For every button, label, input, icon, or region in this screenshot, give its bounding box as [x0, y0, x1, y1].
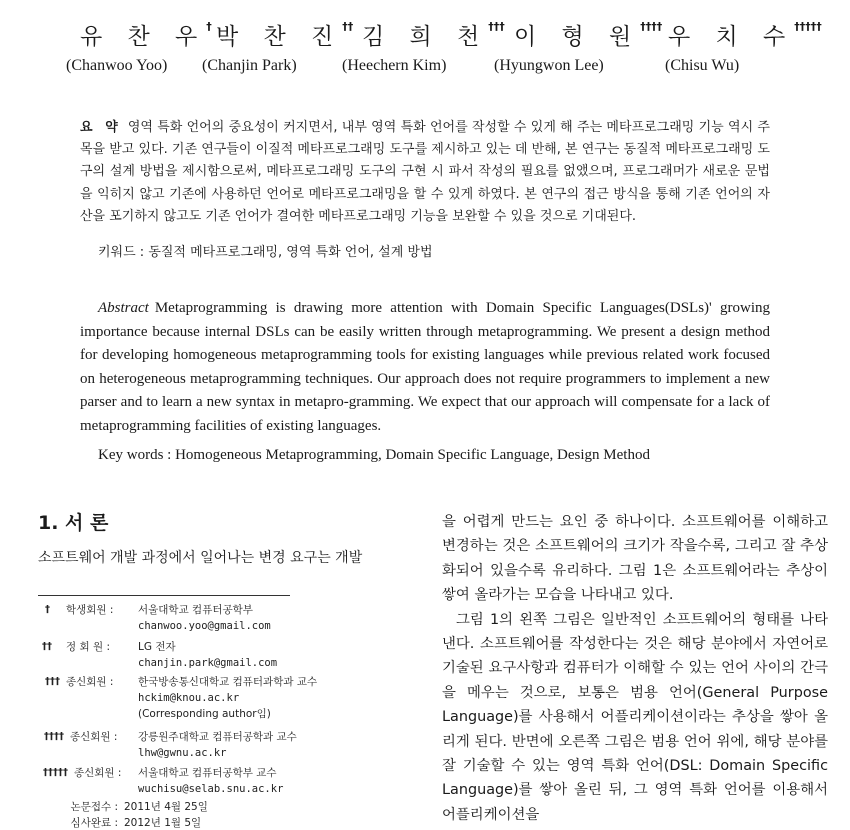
author-1-name-ko: 유 찬 우† — [80, 20, 212, 50]
author-2-name-ko: 박 찬 진†† — [216, 20, 354, 50]
footnote-email: chanjin.park@gmail.com — [138, 657, 278, 669]
footnote-affiliation: 강릉원주대학교 컴퓨터공학과 교수 — [138, 731, 297, 743]
korean-abstract — [80, 117, 770, 228]
english-abstract — [80, 297, 770, 438]
footnote-mark: ††††† — [43, 767, 68, 778]
footnote-affiliation: 서울대학교 컴퓨터공학부 — [138, 604, 253, 616]
english-abstract-label: Abstract — [98, 300, 149, 316]
footnote-3 — [38, 674, 338, 722]
footnote-mark: †† — [42, 641, 52, 652]
author-1-name-en: (Chanwoo Yoo) — [66, 57, 168, 74]
english-abstract-text: Metaprogramming is drawing more attention with Domain Specific Languages(DSLs)' growing importance because internal DSLs can be easily written through metaprogramming. We present a design method for developing homogeneous metaprogramming tools for existing languages while previous related work focused on heterogeneous metaprogramming techniques. Our approach does not require programmers to implement a new parser and to learn a new syntax in metapro-gramming. We expect that our approach will compensate for a lack of metaprogramming facilities of existing languages. — [80, 300, 770, 434]
footnote-2 — [38, 639, 338, 671]
english-keywords: Key words : Homogeneous Metaprogramming, Domain Specific Language, Design Method — [98, 447, 650, 463]
right-column-body — [442, 510, 828, 827]
footnote-role: 종신회원 : — [66, 676, 114, 688]
footnote-email: lhw@gwnu.ac.kr — [138, 747, 227, 759]
author-5-name-ko: 우 치 수††††† — [668, 20, 822, 50]
korean-abstract-text: 영역 특화 언어의 중요성이 커지면서, 내부 영역 특화 언어를 작성할 수 있게 해 주는 메타프로그래밍 기능 역시 주목을 받고 있다. 기존 연구들이 이질적 메타프로그래밍 도구를 제시하고 있는 데 반해, 본 연구는 동질적 메타프로그래밍 도구의 설계 방법을 제시함으로써, 메타프로그래밍 도구의 구현 시 파서 작성의 필요를 없앴으며, 프로그래머가 새로운 문법을 익히지 않고 기존에 사용하던 언어로 메타프로그래밍을 할 수 있게 하였다. 본 연구의 접근 방식을 통해 기존 언어의 자산을 포기하지 않고도 기존 언어가 결여한 메타프로그래밍 기능을 보완할 수 있을 것으로 기대된다. — [80, 120, 770, 224]
footnote-mark: †††† — [44, 731, 64, 742]
korean-keywords: 키워드 : 동질적 메타프로그래밍, 영역 특화 언어, 설계 방법 — [98, 245, 433, 260]
received-date: 논문접수 : 2011년 4월 25일 — [70, 801, 208, 813]
footnote-role: 종신회원 : — [74, 767, 122, 779]
section-heading: 1. 서 론 — [38, 512, 109, 534]
footnote-affiliation: 한국방송통신대학교 컴퓨터과학과 교수 — [138, 676, 318, 688]
intro-left-text: 소프트웨어 개발 과정에서 일어나는 변경 요구는 개발 — [38, 550, 363, 566]
footnote-role: 종신회원 : — [70, 731, 118, 743]
footnote-role: 정 회 원 : — [66, 641, 110, 653]
author-5-name-en: (Chisu Wu) — [665, 57, 740, 74]
accepted-date: 심사완료 : 2012년 1월 5일 — [70, 817, 202, 829]
author-3-name-ko: 김 희 천††† — [362, 20, 505, 50]
footnote-mark: ††† — [45, 676, 60, 687]
footnote-5 — [38, 765, 338, 797]
paragraph: 그림 1의 왼쪽 그림은 일반적인 소프트웨어의 형태를 나타낸다. 소프트웨어를 작성한다는 것은 해당 분야에서 자연어로 기술된 요구사항과 컴퓨터가 이해할 수 있는 언어 사이의 간극을 메우는 것으로, 보통은 범용 언어(General Purpose Language)를 사용해서 어플리케이션이라는 추상을 쌓아 올리게 된다. 반면에 오른쪽 그림은 범용 언어 위에, 해당 분야를 잘 기술할 수 있는 영역 특화 언어(DSL: Domain Specific Language)를 쌓아 올린 뒤, 그 영역 특화 언어를 이용해서 어플리케이션을 — [442, 611, 828, 823]
footnote-1 — [38, 602, 338, 634]
author-4-name-ko: 이 형 원†††† — [514, 20, 663, 50]
author-2-name-en: (Chanjin Park) — [202, 57, 297, 74]
footnote-email: hckim@knou.ac.kr — [138, 692, 240, 704]
footnote-mark: † — [45, 604, 50, 615]
footnote-email: chanwoo.yoo@gmail.com — [138, 620, 271, 632]
korean-abstract-label: 요 약 — [80, 120, 122, 135]
footnote-affiliation: LG 전자 — [138, 641, 176, 653]
footnote-4 — [38, 729, 338, 761]
footnote-divider — [38, 595, 290, 596]
footnote-role: 학생회원 : — [66, 604, 114, 616]
author-3-name-en: (Heechern Kim) — [342, 57, 447, 74]
author-4-name-en: (Hyungwon Lee) — [494, 57, 604, 74]
footnote-note: (Corresponding author임) — [138, 708, 271, 720]
paragraph: 을 어렵게 만드는 요인 중 하나이다. 소프트웨어를 이해하고 변경하는 것은 소프트웨어의 크기가 작을수록, 그리고 잘 추상화되어 있을수록 유리하다. 그림 1은 소프트웨어라는 추상이 쌓여 올라가는 모습을 나타내고 있다. — [442, 514, 828, 604]
footnote-affiliation: 서울대학교 컴퓨터공학부 교수 — [138, 767, 277, 779]
footnote-email: wuchisu@selab.snu.ac.kr — [138, 783, 284, 795]
